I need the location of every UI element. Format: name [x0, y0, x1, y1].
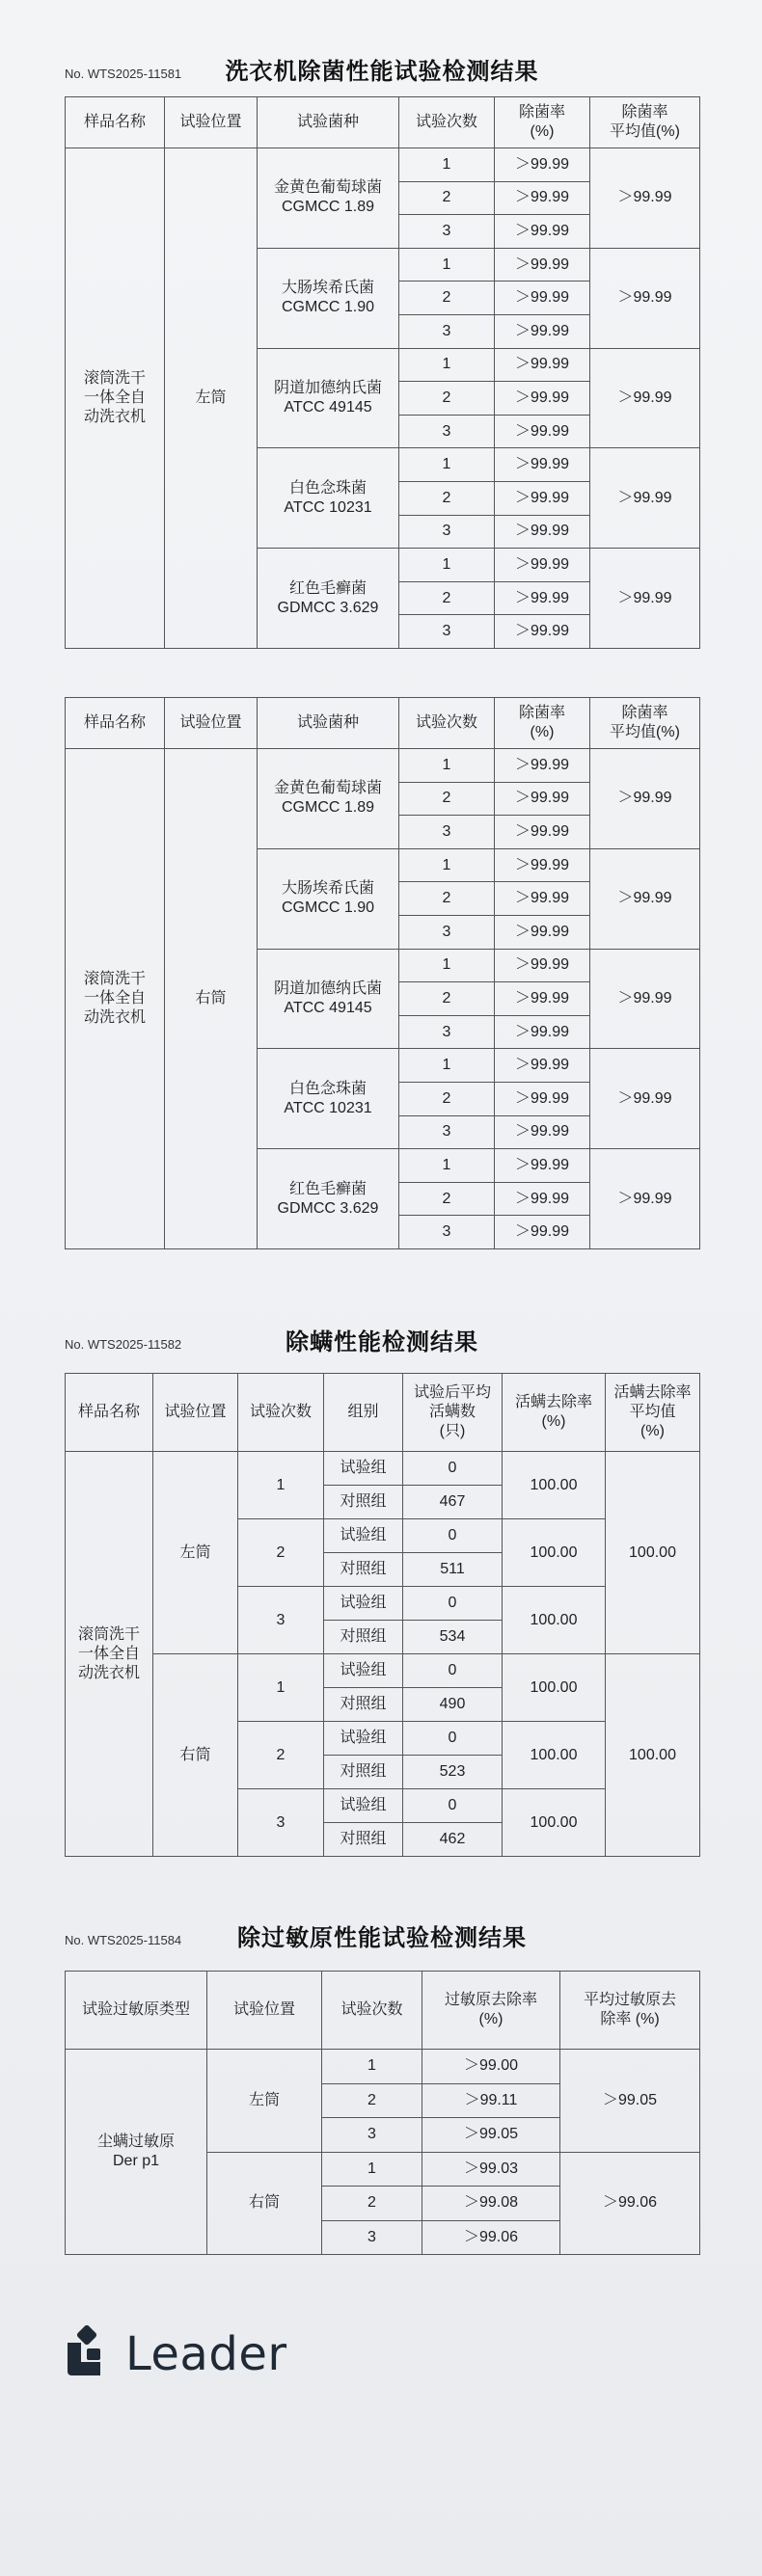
- average-rate-cell: ＞99.99: [590, 1149, 700, 1249]
- report-number: No. WTS2025-11581: [65, 67, 182, 81]
- section-header-mite: [65, 1323, 699, 1355]
- column-header: 活螨去除率 (%): [503, 1374, 606, 1452]
- average-rate-cell: ＞99.06: [560, 2152, 700, 2255]
- average-rate-cell: ＞99.99: [590, 348, 700, 448]
- group-label-cell: 试验组: [324, 1452, 403, 1486]
- mite-count-cell: 490: [403, 1688, 503, 1722]
- group-label-cell: 对照组: [324, 1486, 403, 1519]
- strain-cell: 金黄色葡萄球菌 CGMCC 1.89: [258, 148, 399, 249]
- table-row: [66, 1452, 700, 1486]
- removal-rate-cell: 100.00: [503, 1789, 606, 1857]
- leader-logo: [66, 2325, 297, 2383]
- trial-number-cell: 3: [399, 415, 495, 448]
- strain-cell: 红色毛癣菌 GDMCC 3.629: [258, 549, 399, 649]
- removal-rate-cell: ＞99.99: [495, 282, 590, 315]
- removal-rate-cell: ＞99.99: [495, 148, 590, 182]
- trial-number-cell: 3: [238, 1789, 324, 1857]
- header-row: [66, 97, 700, 148]
- removal-rate-cell: ＞99.99: [495, 1115, 590, 1149]
- column-header: 样品名称: [66, 698, 165, 749]
- mite-count-cell: 0: [403, 1654, 503, 1688]
- trial-number-cell: 1: [238, 1654, 324, 1722]
- removal-rate-cell: ＞99.99: [495, 1149, 590, 1183]
- sample-name-cell: 滚筒洗干 一体全自 动洗衣机: [66, 749, 165, 1249]
- removal-rate-cell: ＞99.99: [495, 314, 590, 348]
- trial-number-cell: 2: [399, 982, 495, 1016]
- trial-number-cell: 1: [322, 2050, 422, 2084]
- removal-rate-cell: ＞99.11: [422, 2083, 560, 2118]
- removal-rate-cell: ＞99.99: [495, 1049, 590, 1083]
- column-header: 除菌率 平均值(%): [590, 97, 700, 148]
- removal-rate-cell: ＞99.99: [495, 181, 590, 215]
- removal-rate-cell: ＞99.00: [422, 2050, 560, 2084]
- trial-number-cell: 2: [322, 2187, 422, 2221]
- removal-rate-cell: ＞99.99: [495, 848, 590, 882]
- antibacterial-table-left: [65, 96, 700, 649]
- trial-number-cell: 3: [399, 615, 495, 649]
- test-position-cell: 左筒: [207, 2050, 322, 2153]
- trial-number-cell: 1: [399, 549, 495, 582]
- trial-number-cell: 3: [399, 915, 495, 949]
- group-label-cell: 试验组: [324, 1519, 403, 1553]
- trial-number-cell: 2: [399, 782, 495, 816]
- mite-count-cell: 511: [403, 1553, 503, 1587]
- strain-cell: 金黄色葡萄球菌 CGMCC 1.89: [258, 749, 399, 849]
- antibacterial-table-right: [65, 697, 700, 1249]
- column-header: 试验次数: [399, 698, 495, 749]
- average-rate-cell: ＞99.99: [590, 749, 700, 849]
- leader-logo-mark-icon: [66, 2325, 116, 2377]
- removal-rate-cell: ＞99.99: [495, 448, 590, 482]
- trial-number-cell: 1: [399, 1149, 495, 1183]
- allergen-type-cell: 尘螨过敏原 Der p1: [66, 2050, 207, 2255]
- column-header: 样品名称: [66, 97, 165, 148]
- trial-number-cell: 3: [399, 215, 495, 249]
- section-title: 除过敏原性能试验检测结果: [237, 1925, 527, 1951]
- trial-number-cell: 1: [322, 2152, 422, 2187]
- removal-rate-cell: 100.00: [503, 1722, 606, 1789]
- mite-count-cell: 0: [403, 1519, 503, 1553]
- trial-number-cell: 2: [238, 1722, 324, 1789]
- group-label-cell: 试验组: [324, 1654, 403, 1688]
- table-row: [66, 1654, 700, 1688]
- removal-rate-cell: ＞99.99: [495, 949, 590, 982]
- removal-rate-cell: ＞99.03: [422, 2152, 560, 2187]
- average-rate-cell: ＞99.99: [590, 1049, 700, 1149]
- average-rate-cell: ＞99.99: [590, 549, 700, 649]
- trial-number-cell: 2: [238, 1519, 324, 1587]
- removal-rate-cell: ＞99.99: [495, 1216, 590, 1249]
- mite-count-cell: 467: [403, 1486, 503, 1519]
- group-label-cell: 对照组: [324, 1756, 403, 1789]
- removal-rate-cell: ＞99.99: [495, 816, 590, 849]
- table-row: [66, 148, 700, 182]
- trial-number-cell: 3: [399, 816, 495, 849]
- mite-count-cell: 0: [403, 1789, 503, 1823]
- trial-number-cell: 3: [399, 1015, 495, 1049]
- column-header: 试验过敏原类型: [66, 1972, 207, 2050]
- column-header: 试验菌种: [258, 698, 399, 749]
- removal-rate-cell: 100.00: [503, 1587, 606, 1654]
- test-position-cell: 右筒: [153, 1654, 238, 1857]
- average-rate-cell: ＞99.99: [590, 448, 700, 549]
- average-rate-cell: ＞99.99: [590, 949, 700, 1049]
- removal-rate-cell: ＞99.99: [495, 215, 590, 249]
- column-header: 除菌率 平均值(%): [590, 698, 700, 749]
- report-number: No. WTS2025-11582: [65, 1337, 182, 1352]
- column-header: 试验后平均 活螨数 (只): [403, 1374, 503, 1452]
- group-label-cell: 对照组: [324, 1553, 403, 1587]
- removal-rate-cell: ＞99.99: [495, 248, 590, 282]
- strain-cell: 大肠埃希氏菌 CGMCC 1.90: [258, 848, 399, 949]
- strain-cell: 大肠埃希氏菌 CGMCC 1.90: [258, 248, 399, 348]
- test-position-cell: 左筒: [165, 148, 258, 649]
- removal-rate-cell: ＞99.99: [495, 415, 590, 448]
- trial-number-cell: 3: [399, 1115, 495, 1149]
- group-label-cell: 试验组: [324, 1789, 403, 1823]
- column-header: 试验次数: [399, 97, 495, 148]
- strain-cell: 红色毛癣菌 GDMCC 3.629: [258, 1149, 399, 1249]
- trial-number-cell: 1: [399, 1049, 495, 1083]
- trial-number-cell: 3: [399, 1216, 495, 1249]
- column-header: 试验菌种: [258, 97, 399, 148]
- section-title: 除螨性能检测结果: [286, 1329, 478, 1355]
- trial-number-cell: 2: [399, 181, 495, 215]
- section-title: 洗衣机除菌性能试验检测结果: [225, 59, 539, 85]
- removal-rate-cell: ＞99.99: [495, 1182, 590, 1216]
- removal-rate-cell: ＞99.99: [495, 382, 590, 416]
- strain-cell: 阴道加德纳氏菌 ATCC 49145: [258, 949, 399, 1049]
- column-header: 试验次数: [322, 1972, 422, 2050]
- sample-name-cell: 滚筒洗干 一体全自 动洗衣机: [66, 148, 165, 649]
- group-label-cell: 对照组: [324, 1823, 403, 1857]
- removal-rate-cell: ＞99.99: [495, 782, 590, 816]
- strain-cell: 阴道加德纳氏菌 ATCC 49145: [258, 348, 399, 448]
- column-header: 试验位置: [153, 1374, 238, 1452]
- trial-number-cell: 1: [399, 949, 495, 982]
- header-row: [66, 698, 700, 749]
- removal-rate-cell: ＞99.99: [495, 1082, 590, 1115]
- trial-number-cell: 1: [399, 348, 495, 382]
- sample-name-cell: 滚筒洗干 一体全自 动洗衣机: [66, 1452, 153, 1857]
- removal-rate-cell: ＞99.99: [495, 515, 590, 549]
- group-label-cell: 试验组: [324, 1722, 403, 1756]
- trial-number-cell: 3: [322, 2118, 422, 2153]
- removal-rate-cell: ＞99.99: [495, 481, 590, 515]
- report-number: No. WTS2025-11584: [65, 1933, 182, 1947]
- removal-rate-cell: ＞99.99: [495, 749, 590, 783]
- test-position-cell: 右筒: [165, 749, 258, 1249]
- test-position-cell: 右筒: [207, 2152, 322, 2255]
- removal-rate-cell: ＞99.99: [495, 982, 590, 1016]
- trial-number-cell: 3: [399, 515, 495, 549]
- column-header: 试验位置: [165, 97, 258, 148]
- removal-rate-cell: ＞99.06: [422, 2220, 560, 2255]
- removal-rate-cell: ＞99.99: [495, 549, 590, 582]
- removal-rate-cell: 100.00: [503, 1519, 606, 1587]
- trial-number-cell: 1: [238, 1452, 324, 1519]
- trial-number-cell: 3: [322, 2220, 422, 2255]
- removal-rate-cell: ＞99.08: [422, 2187, 560, 2221]
- allergen-removal-table: [65, 1971, 700, 2255]
- test-position-cell: 左筒: [153, 1452, 238, 1654]
- trial-number-cell: 2: [399, 481, 495, 515]
- column-header: 活螨去除率 平均值 (%): [606, 1374, 700, 1452]
- group-label-cell: 试验组: [324, 1587, 403, 1621]
- trial-number-cell: 2: [399, 882, 495, 916]
- column-header: 过敏原去除率 (%): [422, 1972, 560, 2050]
- column-header: 试验次数: [238, 1374, 324, 1452]
- trial-number-cell: 1: [399, 749, 495, 783]
- table-row: [66, 2050, 700, 2084]
- removal-rate-cell: 100.00: [503, 1452, 606, 1519]
- trial-number-cell: 1: [399, 248, 495, 282]
- average-rate-cell: 100.00: [606, 1452, 700, 1654]
- trial-number-cell: 2: [399, 282, 495, 315]
- table-row: [66, 749, 700, 783]
- trial-number-cell: 1: [399, 848, 495, 882]
- trial-number-cell: 2: [399, 1182, 495, 1216]
- header-row: [66, 1374, 700, 1452]
- trial-number-cell: 2: [399, 1082, 495, 1115]
- removal-rate-cell: 100.00: [503, 1654, 606, 1722]
- trial-number-cell: 3: [238, 1587, 324, 1654]
- group-label-cell: 对照组: [324, 1688, 403, 1722]
- trial-number-cell: 1: [399, 148, 495, 182]
- brand-name: Leader: [125, 2327, 287, 2381]
- mite-count-cell: 0: [403, 1452, 503, 1486]
- trial-number-cell: 2: [322, 2083, 422, 2118]
- group-label-cell: 对照组: [324, 1621, 403, 1654]
- removal-rate-cell: ＞99.99: [495, 615, 590, 649]
- mite-count-cell: 0: [403, 1722, 503, 1756]
- removal-rate-cell: ＞99.05: [422, 2118, 560, 2153]
- removal-rate-cell: ＞99.99: [495, 581, 590, 615]
- removal-rate-cell: ＞99.99: [495, 915, 590, 949]
- mite-count-cell: 523: [403, 1756, 503, 1789]
- removal-rate-cell: ＞99.99: [495, 882, 590, 916]
- mite-removal-table: [65, 1373, 700, 1857]
- average-rate-cell: 100.00: [606, 1654, 700, 1857]
- mite-count-cell: 0: [403, 1587, 503, 1621]
- column-header: 试验位置: [207, 1972, 322, 2050]
- trial-number-cell: 2: [399, 382, 495, 416]
- column-header: 组别: [324, 1374, 403, 1452]
- section-header-antibacterial: [65, 52, 699, 85]
- column-header: 试验位置: [165, 698, 258, 749]
- mite-count-cell: 534: [403, 1621, 503, 1654]
- average-rate-cell: ＞99.99: [590, 148, 700, 249]
- average-rate-cell: ＞99.99: [590, 848, 700, 949]
- trial-number-cell: 2: [399, 581, 495, 615]
- section-header-allergen: [65, 1919, 699, 1951]
- header-row: [66, 1972, 700, 2050]
- trial-number-cell: 3: [399, 314, 495, 348]
- column-header: 除菌率 (%): [495, 698, 590, 749]
- column-header: 除菌率 (%): [495, 97, 590, 148]
- average-rate-cell: ＞99.99: [590, 248, 700, 348]
- removal-rate-cell: ＞99.99: [495, 1015, 590, 1049]
- average-rate-cell: ＞99.05: [560, 2050, 700, 2153]
- mite-count-cell: 462: [403, 1823, 503, 1857]
- strain-cell: 白色念珠菌 ATCC 10231: [258, 1049, 399, 1149]
- column-header: 平均过敏原去 除率 (%): [560, 1972, 700, 2050]
- column-header: 样品名称: [66, 1374, 153, 1452]
- trial-number-cell: 1: [399, 448, 495, 482]
- removal-rate-cell: ＞99.99: [495, 348, 590, 382]
- strain-cell: 白色念珠菌 ATCC 10231: [258, 448, 399, 549]
